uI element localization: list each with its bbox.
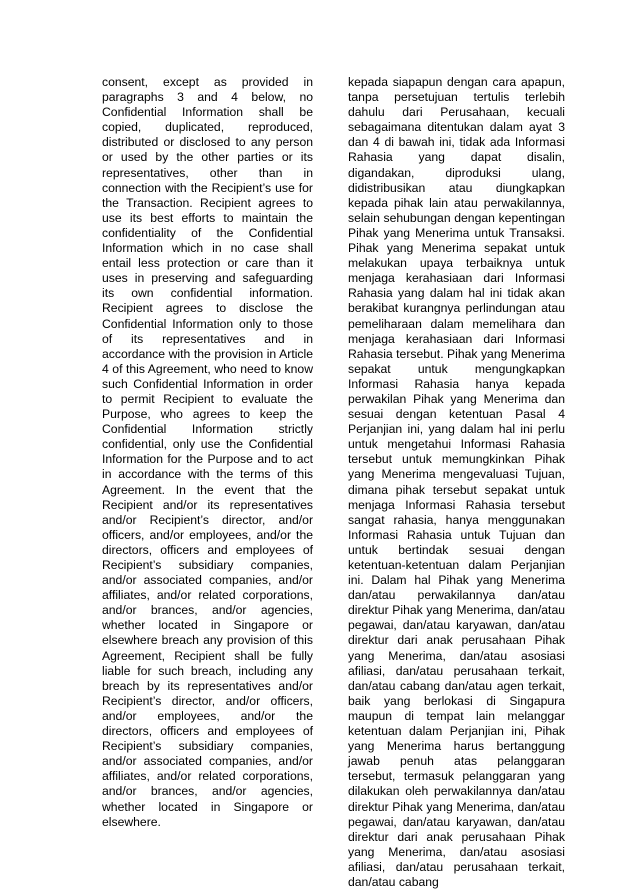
english-text-column <box>102 75 313 830</box>
indonesian-paragraph: kepada siapapun dengan cara apapun, tanpa persetujuan tertulis terlebih dahulu dari Perusahaan, kecuali sebagaimana ditentukan dalam ayat 3 dan 4 di bawah ini, tidak ada Informasi Rahasia yang dapat disalin, digandakan, diproduksi ulang, didistribusikan atau diungkapkan kepada pihak lain atau perwakilannya, selain sehubungan dengan kepentingan Pihak yang Menerima untuk Transaksi. Pihak yang Menerima sepakat untuk melakukan upaya terbaiknya untuk menjaga kerahasiaan dari Informasi Rahasia yang dalam hal ini tidak akan berakibat kurangnya perlindungan atau pemeliharaan dalam memelihara dan menjaga kerahasiaan dari Informasi Rahasia tersebut. Pihak yang Menerima sepakat untuk mengungkapkan Informasi Rahasia hanya kepada perwakilan Pihak yang Menerima dan sesuai dengan ketentuan Pasal 4 Perjanjian ini, yang dalam hal ini perlu untuk mengetahui Informasi Rahasia tersebut untuk memungkinkan Pihak yang Menerima mengevaluasi Tujuan, dimana pihak tersebut sepakat untuk menjaga Informasi Rahasia tersebut sangat rahasia, hanya menggunakan Informasi Rahasia untuk Tujuan dan untuk bertindak sesuai dengan ketentuan-ketentuan dalam Perjanjian ini. Dalam hal Pihak yang Menerima dan/atau perwakilannya dan/atau direktur Pihak yang Menerima, dan/atau pegawai, dan/atau karyawan, dan/atau direktur dari anak perusahaan Pihak yang Menerima, dan/atau asosiasi afiliasi, dan/atau perusahaan terkait, dan/atau cabang dan/atau agen terkait, baik yang berlokasi di Singapura maupun di tempat lain melanggar ketentuan dalam Perjanjian ini, Pihak yang Menerima harus bertanggung jawab penuh atas pelanggaran tersebut, termasuk pelanggaran yang dilakukan oleh perwakilannya dan/atau direktur Pihak yang Menerima, dan/atau pegawai, dan/atau karyawan, dan/atau direktur dari anak perusahaan Pihak yang Menerima, dan/atau asosiasi afiliasi, dan/atau perusahaan terkait, dan/atau cabang <box>348 75 565 889</box>
english-paragraph: consent, except as provided in paragraphs 3 and 4 below, no Confidential Information shall be copied, duplicated, reproduced, distributed or disclosed to any person or used by the other parties or its representatives, other than in connection with the Recipient’s use for the Transaction. Recipient agrees to use its best efforts to maintain the confidentiality of the Confidential Information which in no case shall entail less protection or care than it uses in preserving and safeguarding its own confidential information. Recipient agrees to disclose the Confidential Information only to those of its representatives and in accordance with the provision in Article 4 of this Agreement, who need to know such Confidential Information in order to permit Recipient to evaluate the Purpose, who agrees to keep the Confidential Information strictly confidential, only use the Confidential Information for the Purpose and to act in accordance with the terms of this Agreement. In the event that the Recipient and/or its representatives and/or Recipient’s director, and/or officers, and/or employees, and/or the directors, officers and employees of Recipient’s subsidiary companies, and/or associated companies, and/or affiliates, and/or related corporations, and/or brances, and/or agencies, whether located in Singapore or elsewhere breach any provision of this Agreement, Recipient shall be fully liable for such breach, including any breach by its representatives and/or Recipient’s director, and/or officers, and/or employees, and/or the directors, officers and employees of Recipient’s subsidiary companies, and/or associated companies, and/or affiliates, and/or related corporations, and/or brances, and/or agencies, whether located in Singapore or elsewhere. <box>102 75 313 829</box>
indonesian-text-column <box>348 75 565 890</box>
